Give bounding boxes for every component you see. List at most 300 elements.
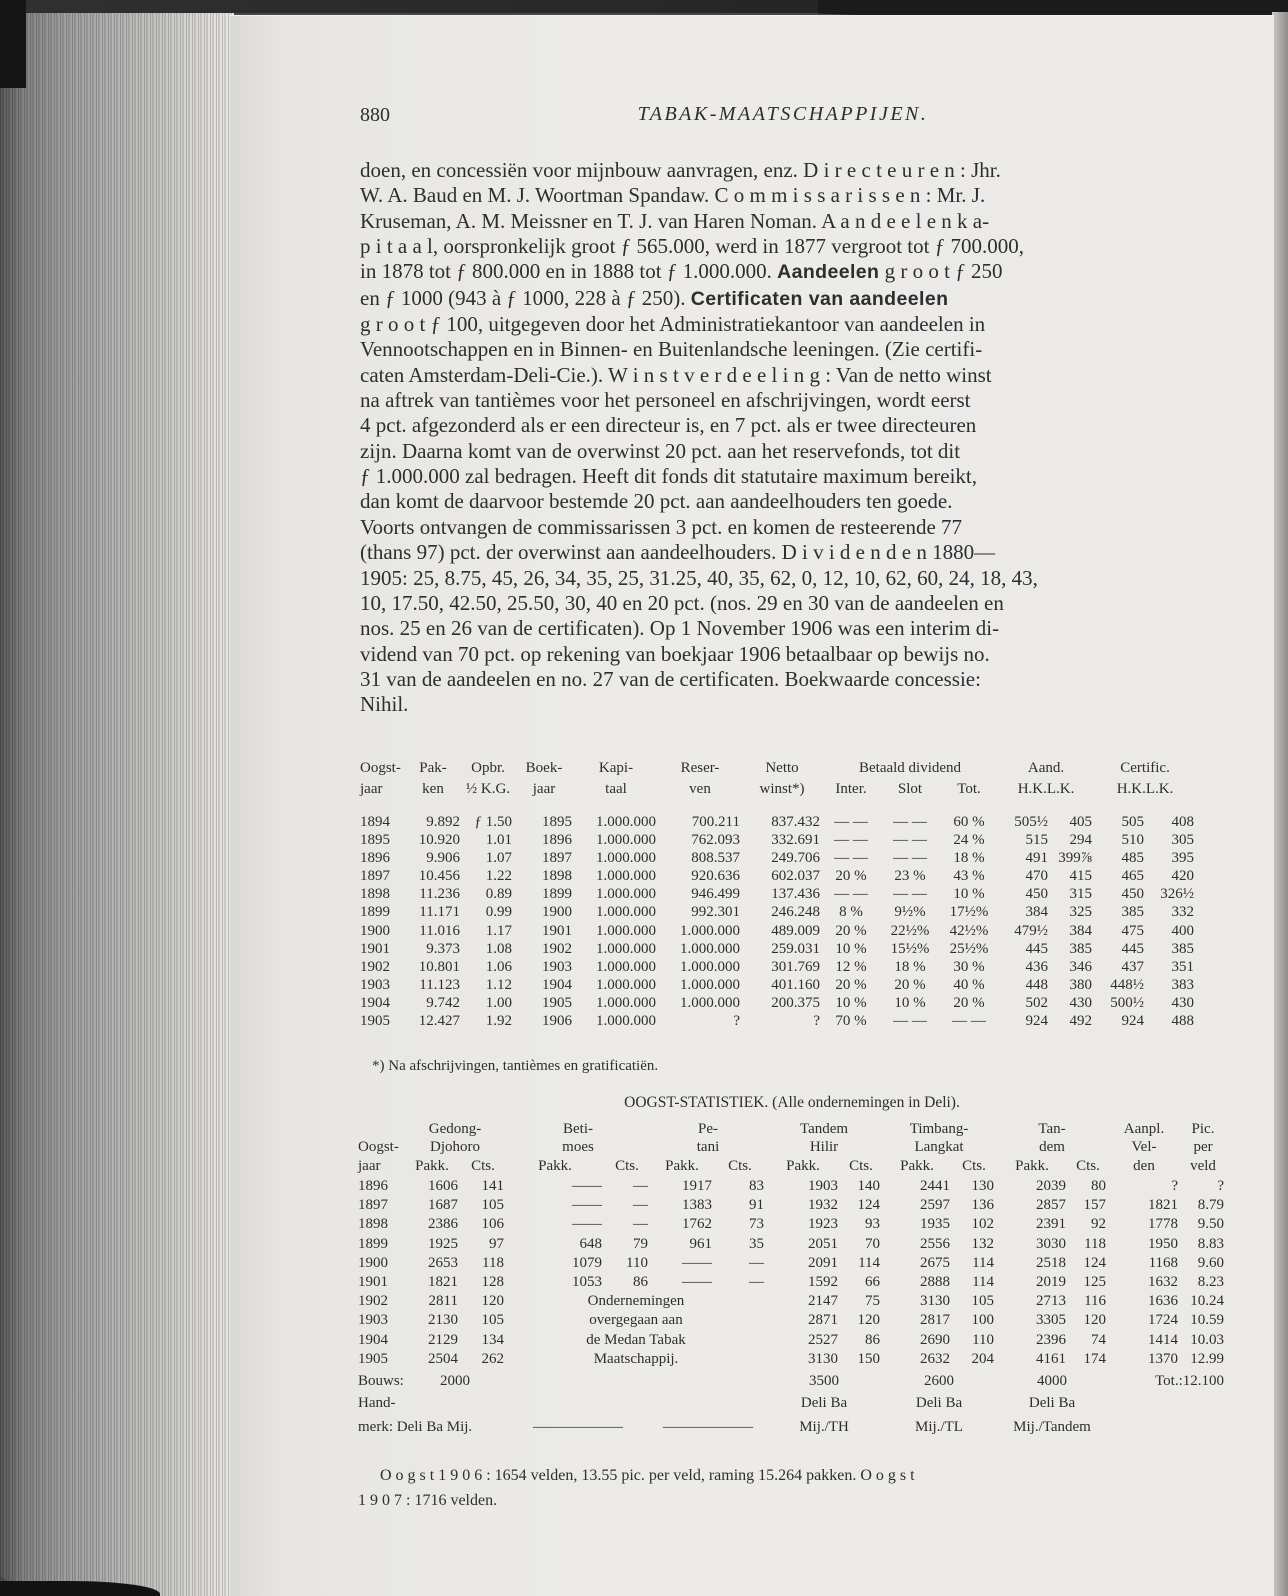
text-segment: caten Amsterdam-Deli-Cie.). W i n s t v e r d e e l i n g : Van de netto winst <box>360 362 992 387</box>
paragraph-line <box>360 642 1226 667</box>
table-header-row <box>358 779 1196 800</box>
cell: 1901 <box>542 922 572 939</box>
text-segment: dan komt de daarvoor bestemde 20 pct. aan aandeelhouders ten goede. <box>360 489 953 514</box>
cell: 70 <box>865 1235 881 1252</box>
cell: 22½% <box>890 922 930 939</box>
cell: 1904 <box>542 976 572 993</box>
cell: 10.59 <box>1190 1312 1225 1329</box>
cell: 1904 <box>358 1331 388 1348</box>
cell: 1895 <box>542 814 572 830</box>
column-header: Oogst- <box>360 760 401 776</box>
column-header: Djohoro <box>430 1139 480 1156</box>
cell: 2675 <box>920 1254 951 1271</box>
cell: 1.000.000 <box>596 922 656 939</box>
harvest-note-line-1: O o g s t 1 9 0 6 : 1654 velden, 13.55 pic. per veld, raming 15.264 pakken. O o g s t <box>380 1467 915 1484</box>
column-header: Pakk. <box>538 1157 572 1174</box>
paragraph-line <box>360 591 1226 616</box>
cell: 150 <box>857 1350 881 1367</box>
text-segment: (thans 97) pct. der overwinst aan aandeelhouders. D i v i d e n d e n 1880— <box>360 540 996 565</box>
table-row <box>358 922 1196 940</box>
column-header: Tandem <box>799 1121 849 1137</box>
cell: 1.22 <box>485 868 512 885</box>
column-header: H.K.L.K. <box>1116 781 1174 797</box>
cell: 124 <box>1083 1254 1107 1271</box>
cell: 445 <box>1025 940 1049 957</box>
bold-heading: Certificaten van aandeelen <box>690 287 949 310</box>
table-row <box>358 994 1196 1012</box>
cell: 3305 <box>1036 1312 1067 1329</box>
cell: 1899 <box>360 904 390 921</box>
cell: — — <box>893 886 927 903</box>
oogst-table-wrap <box>356 1120 1226 1440</box>
table-row <box>358 800 1196 831</box>
cell: 351 <box>1171 958 1195 975</box>
column-header: winst*) <box>759 781 805 797</box>
cell: 128 <box>481 1273 504 1290</box>
bouws-row <box>356 1369 1226 1391</box>
book-page-stack-edge <box>0 10 234 1596</box>
cell: 1905 <box>542 994 572 1011</box>
column-header: Tot. <box>957 781 981 797</box>
cell: 1.12 <box>485 976 512 993</box>
text-segment: Voorts ontvangen de commissarissen 3 pct. en komen de resteerende 77 <box>360 514 963 539</box>
column-header: Netto <box>765 760 799 776</box>
cell: 1923 <box>808 1216 838 1233</box>
table-row <box>356 1254 1226 1273</box>
cell: 946.499 <box>691 886 740 903</box>
column-header: Pak- <box>419 760 447 776</box>
cell: 20 % <box>953 994 985 1011</box>
cell: 1935 <box>920 1216 951 1233</box>
cell: 1.000.000 <box>596 940 656 957</box>
cell: 479½ <box>1014 922 1049 939</box>
cell: 399⅞ <box>1058 850 1093 867</box>
cell: 1901 <box>360 940 390 957</box>
cell: 1.06 <box>485 958 512 975</box>
column-header: veld <box>1190 1157 1216 1174</box>
cell: 136 <box>971 1197 995 1214</box>
column-header: Inter. <box>835 781 867 797</box>
cell: 10 % <box>953 886 985 903</box>
cell: 380 <box>1069 976 1093 993</box>
cell: 140 <box>857 1177 881 1194</box>
cell: 383 <box>1171 976 1195 993</box>
paragraph-line <box>360 209 1226 234</box>
oogst-table <box>356 1120 1226 1440</box>
table-header-row <box>356 1120 1226 1138</box>
table-row <box>358 903 1196 921</box>
cell: 125 <box>1083 1273 1107 1290</box>
cell: 200.375 <box>771 994 820 1011</box>
cell: 2600 <box>924 1372 955 1389</box>
column-header: Pakk. <box>1015 1157 1049 1174</box>
cell: Mij./TL <box>915 1419 963 1436</box>
cell: 1902 <box>360 958 390 975</box>
bold-heading: Aandeelen <box>777 261 880 284</box>
cell: 105 <box>481 1312 504 1329</box>
cell: 1592 <box>808 1273 838 1290</box>
cell: 1906 <box>542 1013 572 1030</box>
text-segment: 31 van de aandeelen en no. 27 van de certificaten. Boekwaarde concessie: <box>360 666 981 691</box>
cell: 485 <box>1121 850 1145 867</box>
cell: 137.436 <box>771 886 820 903</box>
paragraph-line <box>360 439 1226 464</box>
cell: 262 <box>481 1350 504 1367</box>
merk-label: merk: Deli Ba Mij. <box>358 1419 473 1436</box>
table-row <box>356 1273 1226 1292</box>
cell: 1.000.000 <box>680 940 740 957</box>
cell: 20 % <box>835 922 867 939</box>
cell: 700.211 <box>691 814 740 830</box>
cell: 120 <box>857 1312 881 1329</box>
paragraph-line <box>360 616 1226 641</box>
cell: 83 <box>749 1177 764 1194</box>
text-segment: in 1878 tot ƒ 800.000 en in 1888 tot ƒ 1.000.000. <box>360 259 778 284</box>
cell: 346 <box>1069 958 1093 975</box>
column-header: Langkat <box>914 1139 964 1156</box>
table-header-row <box>358 758 1196 779</box>
cell: 8.83 <box>1197 1235 1225 1252</box>
cell: 86 <box>865 1331 881 1348</box>
cell: 60 % <box>953 814 985 830</box>
cell: 2817 <box>920 1312 951 1329</box>
cell: — — <box>893 814 927 830</box>
table-row <box>358 885 1196 903</box>
cell: 35 <box>749 1235 764 1252</box>
scan-top-left-corner <box>0 0 26 88</box>
merger-note-cell: Maatschappij. <box>593 1350 679 1367</box>
cell: 23 % <box>894 868 926 885</box>
cell: 105 <box>481 1197 504 1214</box>
cell: 437 <box>1121 958 1145 975</box>
cell: 2386 <box>428 1216 458 1233</box>
column-header: Kapi- <box>598 760 634 776</box>
cell: 648 <box>579 1235 602 1252</box>
cell: 3030 <box>1036 1235 1067 1252</box>
merger-note-cell: de Medan Tabak <box>586 1331 686 1348</box>
column-header: Cts. <box>471 1157 495 1174</box>
cell: 1903 <box>360 976 390 993</box>
cell: 30 % <box>953 958 985 975</box>
cell: ? <box>1171 1177 1179 1194</box>
table-row <box>358 1012 1196 1030</box>
cell: 0.89 <box>485 886 512 903</box>
cell: — <box>633 1197 648 1214</box>
cell: 1821 <box>1148 1197 1179 1214</box>
rule-dash: —————— <box>663 1419 753 1436</box>
cell: 294 <box>1069 832 1093 849</box>
cell: 100 <box>971 1312 995 1329</box>
cell: 325 <box>1069 904 1093 921</box>
cell: 2129 <box>428 1331 458 1348</box>
column-header: Pakk. <box>786 1157 820 1174</box>
cell: 75 <box>865 1293 881 1310</box>
column-header: Betaald dividend <box>858 760 962 776</box>
column-header: jaar <box>532 781 556 797</box>
cell: 25½% <box>949 940 989 957</box>
column-header: jaar <box>358 1157 381 1174</box>
column-header: Pic. <box>1191 1121 1215 1137</box>
column-header: ½ K.G. <box>465 781 511 797</box>
column-header: Aand. <box>1027 760 1065 776</box>
dividend-table <box>358 758 1196 1030</box>
column-header: Reser- <box>680 760 720 776</box>
cell: 401.160 <box>771 976 820 993</box>
table-header-row <box>356 1138 1226 1156</box>
column-header <box>356 1120 404 1138</box>
cell: 43 % <box>953 868 985 885</box>
cell: 130 <box>971 1177 995 1194</box>
column-header: H.K.L.K. <box>1017 781 1075 797</box>
cell: 502 <box>1025 994 1049 1011</box>
cell: 8.79 <box>1197 1197 1225 1214</box>
cell: 2597 <box>920 1197 951 1214</box>
cell: 2019 <box>1036 1273 1067 1290</box>
cell: 11.016 <box>419 922 460 939</box>
cell: 384 <box>1069 922 1093 939</box>
paragraph-line <box>360 464 1226 489</box>
cell: 385 <box>1121 904 1145 921</box>
cell: 10 % <box>894 994 926 1011</box>
cell: 924 <box>1121 1013 1145 1030</box>
column-header: ken <box>422 781 444 797</box>
text-segment: nos. 25 en 26 van de certificaten). Op 1 November 1906 was een interim di- <box>360 616 1000 641</box>
text-segment: Vennootschappen en in Binnen- en Buitenlandsche leeningen. (Zie certifi- <box>360 337 983 362</box>
cell: Deli Ba <box>800 1395 848 1412</box>
cell: 11.123 <box>419 976 460 993</box>
paragraph-line <box>360 158 1226 183</box>
cell: — — <box>834 850 868 867</box>
cell: 405 <box>1069 814 1093 830</box>
table-row <box>356 1215 1226 1234</box>
cell: 1901 <box>358 1273 388 1290</box>
cell: 3500 <box>809 1372 839 1389</box>
cell: 489.009 <box>771 922 820 939</box>
page-number: 880 <box>360 104 390 126</box>
cell: 110 <box>626 1254 648 1271</box>
cell: 1950 <box>1148 1235 1179 1252</box>
table-row <box>356 1235 1226 1254</box>
cell: 259.031 <box>771 940 820 957</box>
cell: 10.456 <box>418 868 460 885</box>
paragraph-line <box>360 259 1226 285</box>
cell: 97 <box>489 1235 504 1252</box>
cell: 1.000.000 <box>596 850 656 867</box>
cell: 116 <box>1084 1293 1107 1310</box>
table-row <box>358 867 1196 885</box>
text-segment: vidend van 70 pct. op rekening van boekjaar 1906 betaalbaar op bewijs no. <box>360 641 990 666</box>
table-row <box>356 1196 1226 1215</box>
text-segment: doen, en concessiën voor mijnbouw aanvragen, enz. D i r e c t e u r e n : Jhr. <box>360 158 1001 182</box>
cell: 74 <box>1091 1331 1107 1348</box>
cell: 1383 <box>682 1197 712 1214</box>
text-segment: g r o o t ƒ 250 <box>879 259 1003 284</box>
cell: 430 <box>1171 994 1195 1011</box>
cell: —— <box>682 1254 712 1271</box>
text-segment: na aftrek van tantièmes voor het personeel en afschrijvingen, wordt eerst <box>360 388 971 413</box>
cell: 1900 <box>542 904 572 921</box>
cell: 20 % <box>835 868 867 885</box>
cell <box>506 1391 766 1415</box>
cell: 1.000.000 <box>596 958 656 975</box>
book-page <box>230 15 1274 1596</box>
text-segment: zijn. Daarna komt van de overwinst 20 pct. aan het reservefonds, tot dit <box>360 438 961 463</box>
column-header: Cts. <box>615 1157 639 1174</box>
cell: 436 <box>1025 958 1049 975</box>
cell: —— <box>572 1197 602 1214</box>
column-header: Hilir <box>809 1139 839 1156</box>
cell: 1632 <box>1148 1273 1179 1290</box>
cell: 1.000.000 <box>596 1013 656 1030</box>
cell: 1821 <box>428 1273 458 1290</box>
cell: Mij./Tandem <box>1013 1419 1091 1436</box>
cell: 246.248 <box>771 904 820 921</box>
cell: 92 <box>1091 1216 1107 1233</box>
column-header: jaar <box>360 781 383 797</box>
cell: 1.92 <box>485 1013 512 1030</box>
cell: 40 % <box>953 976 985 993</box>
cell: — <box>633 1216 648 1233</box>
cell: 415 <box>1069 868 1093 885</box>
cell: 93 <box>865 1216 881 1233</box>
column-header: Oogst- <box>358 1139 399 1156</box>
cell: — <box>749 1273 764 1290</box>
cell: 66 <box>865 1273 881 1290</box>
cell: 2518 <box>1036 1254 1067 1271</box>
cell: — <box>633 1177 648 1194</box>
cell: —— <box>682 1273 712 1290</box>
cell: 1903 <box>808 1177 838 1194</box>
cell: 1414 <box>1148 1331 1179 1348</box>
cell: 1370 <box>1148 1350 1179 1367</box>
cell: 120 <box>481 1293 504 1310</box>
rule-dash: —————— <box>533 1419 623 1436</box>
cell: 70 % <box>835 1013 867 1030</box>
paragraph-line <box>360 337 1226 362</box>
table-row <box>358 976 1196 994</box>
cell: 1778 <box>1148 1216 1179 1233</box>
table-row <box>356 1175 1226 1196</box>
text-segment: 4 pct. afgezonderd als er een directeur is, en 7 pct. als er twee directeuren <box>360 413 977 438</box>
table-row <box>356 1292 1226 1311</box>
cell: 1902 <box>542 940 572 957</box>
harvest-note <box>358 1464 1224 1513</box>
cell: 10 % <box>835 940 867 957</box>
column-header: Aanpl. <box>1123 1121 1165 1137</box>
cell: 204 <box>971 1350 995 1367</box>
text-segment: Kruseman, A. M. Meissner en T. J. van Haren Noman. A a n d e e l e n k a- <box>360 208 990 233</box>
cell: 120 <box>1083 1312 1107 1329</box>
cell: 9½% <box>894 904 926 921</box>
dividend-table-wrap <box>358 758 1196 1030</box>
cell: 1900 <box>360 922 390 939</box>
cell: 132 <box>971 1235 995 1252</box>
cell: 2130 <box>428 1312 458 1329</box>
cell: 1168 <box>1148 1254 1179 1271</box>
cell: 24 % <box>953 832 985 849</box>
cell: 118 <box>482 1254 504 1271</box>
cell: —— <box>572 1216 602 1233</box>
cell: — — <box>893 1013 927 1030</box>
cell: 488 <box>1171 1013 1195 1030</box>
cell: 174 <box>1083 1350 1107 1367</box>
column-header: Cts. <box>962 1157 986 1174</box>
cell: 450 <box>1121 886 1145 903</box>
cell: 4161 <box>1036 1350 1067 1367</box>
cell: 305 <box>1171 832 1195 849</box>
paragraph-line <box>360 286 1226 312</box>
cell: 91 <box>749 1197 764 1214</box>
table-row <box>356 1350 1226 1369</box>
cell: 2527 <box>808 1331 838 1348</box>
cell: 17½% <box>949 904 989 921</box>
cell: 10.920 <box>418 832 460 849</box>
paragraph-line <box>360 388 1226 413</box>
handmerk-row-2 <box>356 1415 1226 1440</box>
column-header: Tan- <box>1038 1121 1066 1137</box>
cell: 8.23 <box>1197 1273 1225 1290</box>
paragraph-line <box>360 692 1226 717</box>
cell: 2441 <box>920 1177 951 1194</box>
cell: 1.000.000 <box>680 994 740 1011</box>
cell: 515 <box>1025 832 1049 849</box>
column-header: Beti- <box>563 1121 593 1137</box>
column-header: Cts. <box>849 1157 873 1174</box>
cell: 2888 <box>920 1273 951 1290</box>
cell: 1904 <box>360 994 390 1011</box>
cell: 9.60 <box>1197 1254 1225 1271</box>
cell: 1.01 <box>485 832 512 849</box>
cell: 86 <box>633 1273 648 1290</box>
cell: 1.000.000 <box>680 922 740 939</box>
cell: 1897 <box>360 868 390 885</box>
cell: 385 <box>1069 940 1093 957</box>
cell: 73 <box>749 1216 764 1233</box>
text-segment: W. A. Baud en M. J. Woortman Spandaw. C o m m i s s a r i s s e n : Mr. J. <box>360 183 986 208</box>
cell: 2000 <box>440 1372 470 1389</box>
paragraph-line <box>360 234 1226 259</box>
cell: 1905 <box>358 1350 388 1367</box>
cell: 1687 <box>428 1197 458 1214</box>
cell: 1898 <box>360 886 390 903</box>
cell: 1896 <box>358 1177 388 1194</box>
cell: 9.742 <box>426 994 460 1011</box>
cell: 1903 <box>542 958 572 975</box>
cell: 1905 <box>360 1013 390 1030</box>
column-header: Timbang- <box>909 1121 969 1137</box>
cell: — — <box>893 832 927 849</box>
cell: 2690 <box>920 1331 951 1348</box>
column-header: Gedong- <box>428 1121 482 1137</box>
paragraph-line <box>360 489 1226 514</box>
hand-label: Hand- <box>358 1395 396 1412</box>
merger-note-cell: overgegaan aan <box>589 1312 683 1329</box>
cell: ? <box>813 1013 820 1030</box>
cell: 1897 <box>358 1197 388 1214</box>
cell: 8 % <box>839 904 863 921</box>
table-row <box>358 831 1196 849</box>
cell: 400 <box>1171 922 1195 939</box>
page-right-edge <box>1272 12 1288 1596</box>
column-header: Opbr. <box>471 760 505 776</box>
cell: 315 <box>1069 886 1093 903</box>
cell: 1.000.000 <box>680 958 740 975</box>
cell: — — <box>834 814 868 830</box>
cell: 450 <box>1025 886 1049 903</box>
cell: 1917 <box>682 1177 712 1194</box>
cell: 114 <box>858 1254 881 1271</box>
merger-note-cell: Ondernemingen <box>587 1293 685 1310</box>
